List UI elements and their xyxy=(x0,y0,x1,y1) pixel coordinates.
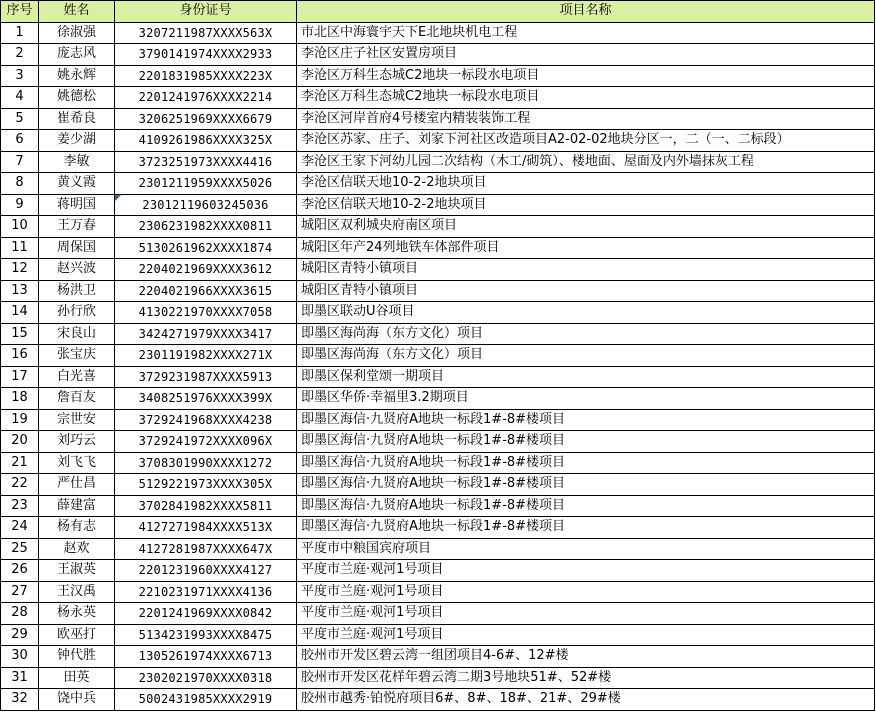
name-cell[interactable]: 钟代胜 xyxy=(39,646,115,668)
row-number-cell[interactable]: 9 xyxy=(1,194,39,216)
name-cell[interactable]: 王万春 xyxy=(39,216,115,238)
row-number-cell[interactable]: 7 xyxy=(1,151,39,173)
project-name-cell[interactable]: 平度市兰庭·观河1号项目 xyxy=(297,624,875,646)
name-cell[interactable]: 蒋明国 xyxy=(39,194,115,216)
row-number-cell[interactable]: 11 xyxy=(1,237,39,259)
table-row xyxy=(1,624,875,646)
name-cell[interactable]: 崔希良 xyxy=(39,108,115,130)
table-row xyxy=(1,581,875,603)
row-number-cell[interactable]: 4 xyxy=(1,87,39,109)
table-row xyxy=(1,108,875,130)
project-name-cell[interactable]: 胶州市越秀·铂悦府项目6#、8#、18#、21#、29#楼 xyxy=(297,689,875,711)
id-number-cell[interactable]: 2201831985XXXX223X xyxy=(115,65,297,87)
row-number-cell[interactable]: 31 xyxy=(1,667,39,689)
header-id[interactable]: 身份证号 xyxy=(115,1,297,23)
name-cell[interactable]: 刘巧云 xyxy=(39,431,115,453)
row-number-cell[interactable]: 12 xyxy=(1,259,39,281)
table-row xyxy=(1,517,875,539)
id-number-cell[interactable]: 2301211959XXXX5026 xyxy=(115,173,297,195)
project-name-cell[interactable]: 即墨区联动U谷项目 xyxy=(297,302,875,324)
project-name-cell[interactable]: 即墨区海尚海（东方文化）项目 xyxy=(297,323,875,345)
project-name-cell[interactable]: 即墨区海信·九贤府A地块一标段1#-8#楼项目 xyxy=(297,409,875,431)
id-number-cell[interactable]: 3408251976XXXX399X xyxy=(115,388,297,410)
name-cell[interactable]: 庞志风 xyxy=(39,44,115,66)
name-cell[interactable]: 李敏 xyxy=(39,151,115,173)
project-name-cell[interactable]: 即墨区海信·九贤府A地块一标段1#-8#楼项目 xyxy=(297,495,875,517)
row-number-cell[interactable]: 18 xyxy=(1,388,39,410)
name-cell[interactable]: 王汉禹 xyxy=(39,581,115,603)
project-name-cell[interactable]: 李沧区万科生态城C2地块一标段水电项目 xyxy=(297,65,875,87)
table-row xyxy=(1,280,875,302)
project-name-cell[interactable]: 平度市兰庭·观河1号项目 xyxy=(297,560,875,582)
name-cell[interactable]: 宗世安 xyxy=(39,409,115,431)
id-number-cell[interactable]: 23012119603245036 xyxy=(115,194,297,216)
table-row xyxy=(1,409,875,431)
id-number-cell[interactable]: 1305261974XXXX6713 xyxy=(115,646,297,668)
row-number-cell[interactable]: 1 xyxy=(1,22,39,44)
row-number-cell[interactable]: 3 xyxy=(1,65,39,87)
name-cell[interactable]: 徐淑强 xyxy=(39,22,115,44)
row-number-cell[interactable]: 28 xyxy=(1,603,39,625)
table-row xyxy=(1,431,875,453)
row-number-cell[interactable]: 23 xyxy=(1,495,39,517)
name-cell[interactable]: 王淑英 xyxy=(39,560,115,582)
id-number-cell[interactable]: 2204021966XXXX3615 xyxy=(115,280,297,302)
id-number-cell[interactable]: 4127281987XXXX647X xyxy=(115,538,297,560)
name-cell[interactable]: 姚永辉 xyxy=(39,65,115,87)
project-name-cell[interactable]: 李沧区信联天地10-2-2地块项目 xyxy=(297,173,875,195)
row-number-cell[interactable]: 20 xyxy=(1,431,39,453)
row-number-cell[interactable]: 13 xyxy=(1,280,39,302)
id-number-cell[interactable]: 2302021970XXXX0318 xyxy=(115,667,297,689)
project-name-cell[interactable]: 李沧区信联天地10-2-2地块项目 xyxy=(297,194,875,216)
row-number-cell[interactable]: 30 xyxy=(1,646,39,668)
id-number-cell[interactable]: 3206251969XXXX6679 xyxy=(115,108,297,130)
id-number-cell[interactable]: 2301191982XXXX271X xyxy=(115,345,297,367)
table-row xyxy=(1,452,875,474)
table-row xyxy=(1,345,875,367)
row-number-cell[interactable]: 8 xyxy=(1,173,39,195)
project-name-cell[interactable]: 李沧区庄子社区安置房项目 xyxy=(297,44,875,66)
table-row xyxy=(1,151,875,173)
row-number-cell[interactable]: 5 xyxy=(1,108,39,130)
table-row xyxy=(1,87,875,109)
id-number-cell[interactable]: 3702841982XXXX5811 xyxy=(115,495,297,517)
table-row xyxy=(1,216,875,238)
table-row xyxy=(1,173,875,195)
id-number-cell[interactable]: 2210231971XXXX4136 xyxy=(115,581,297,603)
id-number-cell[interactable]: 4109261986XXXX325X xyxy=(115,130,297,152)
id-number-cell[interactable]: 3729241968XXXX4238 xyxy=(115,409,297,431)
name-cell[interactable]: 赵兴波 xyxy=(39,259,115,281)
row-number-cell[interactable]: 2 xyxy=(1,44,39,66)
name-cell[interactable]: 杨永英 xyxy=(39,603,115,625)
id-number-cell[interactable]: 5134231993XXXX8475 xyxy=(115,624,297,646)
row-number-cell[interactable]: 21 xyxy=(1,452,39,474)
table-row xyxy=(1,237,875,259)
id-number-cell[interactable]: 4130221970XXXX7058 xyxy=(115,302,297,324)
name-cell[interactable]: 赵欢 xyxy=(39,538,115,560)
name-cell[interactable]: 黄义霞 xyxy=(39,173,115,195)
id-number-cell[interactable]: 2201241976XXXX2214 xyxy=(115,87,297,109)
project-name-cell[interactable]: 平度市兰庭·观河1号项目 xyxy=(297,581,875,603)
name-cell[interactable]: 薛建富 xyxy=(39,495,115,517)
header-project[interactable]: 项目名称 xyxy=(297,1,875,23)
id-number-cell[interactable]: 3790141974XXXX2933 xyxy=(115,44,297,66)
table-row xyxy=(1,259,875,281)
id-number-cell[interactable]: 3723251973XXXX4416 xyxy=(115,151,297,173)
name-cell[interactable]: 欧巫打 xyxy=(39,624,115,646)
table-row xyxy=(1,366,875,388)
row-number-cell[interactable]: 15 xyxy=(1,323,39,345)
id-number-cell[interactable]: 5002431985XXXX2919 xyxy=(115,689,297,711)
name-cell[interactable]: 詹百友 xyxy=(39,388,115,410)
project-name-cell[interactable]: 城阳区双利城央府南区项目 xyxy=(297,216,875,238)
id-number-cell[interactable]: 5129221973XXXX305X xyxy=(115,474,297,496)
name-cell[interactable]: 姚德松 xyxy=(39,87,115,109)
header-row xyxy=(1,1,875,23)
table-row xyxy=(1,22,875,44)
name-cell[interactable]: 杨洪卫 xyxy=(39,280,115,302)
project-name-cell[interactable]: 即墨区海信·九贤府A地块一标段1#-8#楼项目 xyxy=(297,474,875,496)
table-row xyxy=(1,474,875,496)
row-number-cell[interactable]: 24 xyxy=(1,517,39,539)
project-name-cell[interactable]: 城阳区青特小镇项目 xyxy=(297,280,875,302)
name-cell[interactable]: 周保国 xyxy=(39,237,115,259)
row-number-cell[interactable]: 29 xyxy=(1,624,39,646)
name-cell[interactable]: 姜少湖 xyxy=(39,130,115,152)
project-name-cell[interactable]: 李沧区苏家、庄子、刘家下河社区改造项目A2-02-02地块分区一，二（一、二标段） xyxy=(297,130,875,152)
table-row xyxy=(1,323,875,345)
project-name-cell[interactable]: 城阳区青特小镇项目 xyxy=(297,259,875,281)
table-row xyxy=(1,689,875,711)
row-number-cell[interactable]: 16 xyxy=(1,345,39,367)
id-number-cell[interactable]: 3729241972XXXX096X xyxy=(115,431,297,453)
table-row xyxy=(1,538,875,560)
name-cell[interactable]: 张宝庆 xyxy=(39,345,115,367)
id-number-cell[interactable]: 2201231960XXXX4127 xyxy=(115,560,297,582)
table-row xyxy=(1,44,875,66)
row-number-cell[interactable]: 17 xyxy=(1,366,39,388)
header-name[interactable]: 姓名 xyxy=(39,1,115,23)
project-name-cell[interactable]: 即墨区保利堂颂一期项目 xyxy=(297,366,875,388)
project-name-cell[interactable]: 胶州市开发区碧云湾一组团项目4-6#、12#楼 xyxy=(297,646,875,668)
project-name-cell[interactable]: 即墨区海信·九贤府A地块一标段1#-8#楼项目 xyxy=(297,517,875,539)
row-number-cell[interactable]: 27 xyxy=(1,581,39,603)
table-row xyxy=(1,194,875,216)
project-name-cell[interactable]: 李沧区万科生态城C2地块一标段水电项目 xyxy=(297,87,875,109)
table-row xyxy=(1,388,875,410)
table-row xyxy=(1,667,875,689)
project-name-cell[interactable]: 即墨区海信·九贤府A地块一标段1#-8#楼项目 xyxy=(297,452,875,474)
name-cell[interactable]: 宋良山 xyxy=(39,323,115,345)
table-row xyxy=(1,603,875,625)
row-number-cell[interactable]: 14 xyxy=(1,302,39,324)
id-number-cell[interactable]: 4127271984XXXX513X xyxy=(115,517,297,539)
row-number-cell[interactable]: 32 xyxy=(1,689,39,711)
name-cell[interactable]: 杨有志 xyxy=(39,517,115,539)
project-name-cell[interactable]: 即墨区华侨·幸福里3.2期项目 xyxy=(297,388,875,410)
name-cell[interactable]: 严仕昌 xyxy=(39,474,115,496)
project-name-cell[interactable]: 市北区中海寰宇天下E北地块机电工程 xyxy=(297,22,875,44)
name-cell[interactable]: 田英 xyxy=(39,667,115,689)
table-row xyxy=(1,65,875,87)
id-number-cell[interactable]: 2306231982XXXX0811 xyxy=(115,216,297,238)
table-row xyxy=(1,302,875,324)
name-cell[interactable]: 孙行欣 xyxy=(39,302,115,324)
id-number-cell[interactable]: 3424271979XXXX3417 xyxy=(115,323,297,345)
table-row xyxy=(1,560,875,582)
project-name-cell[interactable]: 平度市兰庭·观河1号项目 xyxy=(297,603,875,625)
row-number-cell[interactable]: 25 xyxy=(1,538,39,560)
project-name-cell[interactable]: 李沧区河岸首府4号楼室内精装装饰工程 xyxy=(297,108,875,130)
name-cell[interactable]: 白光喜 xyxy=(39,366,115,388)
table-row xyxy=(1,130,875,152)
table-row xyxy=(1,646,875,668)
id-number-cell[interactable]: 2204021969XXXX3612 xyxy=(115,259,297,281)
project-name-cell[interactable]: 胶州市开发区花样年碧云湾二期3号地块51#、52#楼 xyxy=(297,667,875,689)
project-name-cell[interactable]: 李沧区王家下河幼儿园二次结构（木工/砌筑）、楼地面、屋面及内外墙抹灰工程 xyxy=(297,151,875,173)
row-number-cell[interactable]: 19 xyxy=(1,409,39,431)
id-number-cell[interactable]: 3207211987XXXX563X xyxy=(115,22,297,44)
table-row xyxy=(1,495,875,517)
name-cell[interactable]: 饶中兵 xyxy=(39,689,115,711)
row-number-cell[interactable]: 10 xyxy=(1,216,39,238)
row-number-cell[interactable]: 22 xyxy=(1,474,39,496)
id-number-cell[interactable]: 2201241969XXXX0842 xyxy=(115,603,297,625)
header-no[interactable]: 序号 xyxy=(1,1,39,23)
id-number-cell[interactable]: 3708301990XXXX1272 xyxy=(115,452,297,474)
project-name-cell[interactable]: 平度市中粮国宾府项目 xyxy=(297,538,875,560)
project-name-cell[interactable]: 城阳区年产24列地铁车体部件项目 xyxy=(297,237,875,259)
id-number-cell[interactable]: 3729231987XXXX5913 xyxy=(115,366,297,388)
row-number-cell[interactable]: 26 xyxy=(1,560,39,582)
row-number-cell[interactable]: 6 xyxy=(1,130,39,152)
name-cell[interactable]: 刘飞飞 xyxy=(39,452,115,474)
project-name-cell[interactable]: 即墨区海信·九贤府A地块一标段1#-8#楼项目 xyxy=(297,431,875,453)
project-name-cell[interactable]: 即墨区海尚海（东方文化）项目 xyxy=(297,345,875,367)
id-number-cell[interactable]: 5130261962XXXX1874 xyxy=(115,237,297,259)
